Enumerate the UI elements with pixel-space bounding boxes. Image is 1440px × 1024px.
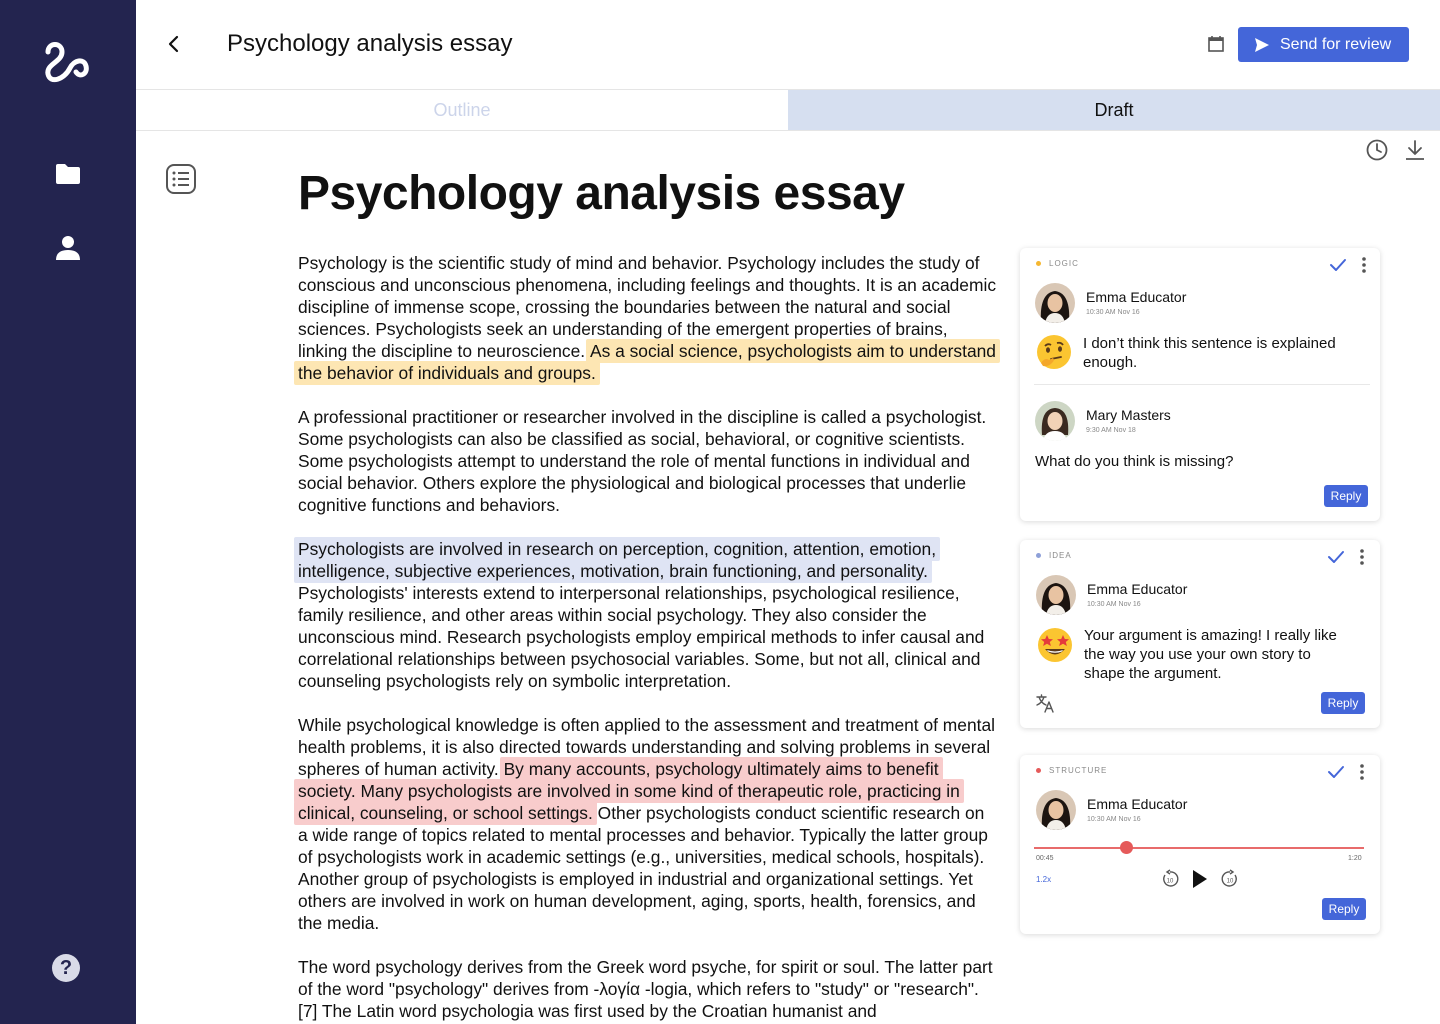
more-options-icon[interactable] bbox=[1359, 762, 1365, 782]
tag-label: LOGIC bbox=[1049, 259, 1079, 268]
audio-progress-track[interactable] bbox=[1034, 847, 1364, 849]
download-icon[interactable] bbox=[1403, 138, 1427, 162]
comment-text: Your argument is amazing! I really like the way you use your own story to shape the argument. bbox=[1084, 627, 1337, 682]
send-icon bbox=[1254, 37, 1270, 53]
forward-10-icon[interactable] bbox=[1220, 869, 1240, 889]
paragraph-1 bbox=[298, 252, 998, 384]
document-title: Psychology analysis essay bbox=[298, 167, 905, 220]
tag-dot bbox=[1036, 261, 1041, 266]
playback-speed[interactable]: 1.2x bbox=[1036, 875, 1052, 884]
resolve-check-icon[interactable] bbox=[1326, 762, 1346, 782]
comment-text: What do you think is missing? bbox=[1035, 453, 1234, 470]
tab-bar bbox=[136, 90, 1440, 131]
avatar bbox=[1035, 401, 1075, 441]
more-options-icon[interactable] bbox=[1361, 255, 1367, 275]
star-struck-icon bbox=[1036, 626, 1074, 664]
paragraph-4 bbox=[298, 714, 998, 934]
tag-label: STRUCTURE bbox=[1049, 766, 1108, 775]
tag-dot bbox=[1036, 768, 1041, 773]
comment-tag bbox=[1036, 259, 1079, 268]
reply-button[interactable]: Reply bbox=[1321, 692, 1365, 714]
idea-highlight[interactable]: Psychologists are involved in research on perception, cognition, attention, emotion, intelligence, subjective experiences, motivation, brain functioning, and personality. bbox=[294, 537, 940, 583]
history-icon[interactable] bbox=[1365, 138, 1389, 162]
comment-text: I don’t think this sentence is explained enough. bbox=[1083, 335, 1336, 371]
calendar-icon[interactable] bbox=[1206, 34, 1226, 54]
comment-time: 10:30 AM Nov 16 bbox=[1086, 309, 1140, 316]
comment-card-idea[interactable] bbox=[1020, 540, 1380, 728]
tag-label: IDEA bbox=[1049, 551, 1072, 560]
comment-tag bbox=[1036, 551, 1072, 560]
rewind-10-icon[interactable] bbox=[1160, 869, 1180, 889]
divider bbox=[1034, 384, 1370, 385]
back-button[interactable] bbox=[162, 32, 186, 56]
chevron-left-icon bbox=[162, 32, 186, 56]
paragraph-text: Psychologists' interests extend to interpersonal relationships, psychological resilience, family resilience, and other areas within social psychology. They also consider the unconscious mind. Research psychologists employ empirical methods to infer causal and correlational relationships between psychosocial variables. Some, but not all, clinical and counseling psychologists rely on symbolic interpretation. bbox=[298, 583, 985, 691]
comment-author: Emma Educator bbox=[1086, 289, 1187, 305]
help-button[interactable] bbox=[52, 954, 80, 982]
play-icon[interactable] bbox=[1190, 868, 1210, 890]
audio-total: 1:20 bbox=[1348, 855, 1362, 862]
reply-button[interactable]: Reply bbox=[1322, 898, 1366, 920]
folder-icon[interactable] bbox=[52, 158, 84, 190]
paragraph-text: Other psychologists conduct scientific research on a wide range of topics related to mental processes and behavior. Typically the latter group of psychologists work in academic settings (e.g., universities, medical schools, hospitals). Another group of psychologists is employed in industrial and organizational settings. Yet others are involved in work on human development, aging, sports, health, forensics, and the media. bbox=[298, 803, 988, 933]
send-for-review-label: Send for review bbox=[1280, 35, 1392, 53]
comment-time: 10:30 AM Nov 16 bbox=[1087, 601, 1141, 608]
comment-time: 9:30 AM Nov 18 bbox=[1086, 427, 1136, 434]
header bbox=[136, 0, 1440, 90]
resolve-check-icon[interactable] bbox=[1326, 547, 1346, 567]
thinking-face-icon bbox=[1035, 333, 1073, 371]
translate-icon[interactable] bbox=[1035, 693, 1055, 713]
logic-highlight[interactable]: As a social science, psychologists aim to understand the behavior of individuals and groups. bbox=[294, 339, 1000, 385]
rewind-seconds: 10 bbox=[1166, 878, 1174, 885]
paragraph-text: Psychology is the scientific study of mind and behavior. Psychology includes the study of conscious and unconscious phenomena, including feelings and thoughts. It is an academic discipline of immense scope, crossing the boundaries between the natural and social sciences. Psychologists seek an understanding of the emergent properties of brains, linking the discipline to neuroscience. bbox=[298, 253, 997, 361]
paragraph-2: A professional practitioner or researcher involved in the discipline is called a psychologist. Some psychologists can also be classified as social, behavioral, or cognitive scientists. Some psychologists attempt to understand the role of mental functions in individual and social behavior. Others explore the physiological and biological processes that underlie cognitive functions and behaviors. bbox=[298, 407, 987, 515]
page-title: Psychology analysis essay bbox=[227, 30, 513, 57]
help-icon: ? bbox=[59, 956, 73, 979]
comment-author: Emma Educator bbox=[1087, 581, 1188, 597]
logo-mark[interactable] bbox=[40, 40, 96, 86]
avatar bbox=[1035, 283, 1075, 323]
tab-draft[interactable]: Draft bbox=[788, 90, 1440, 130]
resolve-check-icon[interactable] bbox=[1328, 255, 1348, 275]
forward-seconds: 10 bbox=[1226, 878, 1234, 885]
avatar bbox=[1036, 575, 1076, 615]
send-for-review-button[interactable] bbox=[1238, 27, 1409, 62]
comment-card-logic[interactable] bbox=[1020, 248, 1380, 521]
comment-author: Emma Educator bbox=[1087, 796, 1188, 812]
more-options-icon[interactable] bbox=[1359, 547, 1365, 567]
paragraph-5: The word psychology derives from the Greek word psyche, for spirit or soul. The latter part of the word "psychology" derives from -λογία -logia, which refers to "study" or "research".[7] The Latin word psychologia was first used by the Croatian humanist and bbox=[298, 957, 993, 1021]
audio-scrubber[interactable] bbox=[1120, 841, 1133, 854]
audio-elapsed: 00:45 bbox=[1036, 855, 1054, 862]
comment-time: 10:30 AM Nov 16 bbox=[1087, 816, 1141, 823]
user-icon[interactable] bbox=[52, 231, 84, 263]
table-of-contents-icon[interactable] bbox=[165, 163, 197, 195]
tab-outline[interactable]: Outline bbox=[136, 90, 788, 130]
structure-highlight[interactable]: By many accounts, psychology ultimately aims to benefit society. Many psychologists are involved in some kind of therapeutic role, practicing in clinical, counseling, or school settings. bbox=[294, 757, 964, 825]
comment-author: Mary Masters bbox=[1086, 407, 1171, 423]
reply-button[interactable]: Reply bbox=[1324, 485, 1368, 507]
document-body[interactable] bbox=[298, 252, 998, 1024]
sidebar bbox=[0, 0, 136, 1024]
paragraph-text: While psychological knowledge is often applied to the assessment and treatment of mental health problems, it is also directed towards understanding and solving problems in several spheres of human activity. bbox=[298, 715, 995, 779]
comment-card-structure[interactable] bbox=[1020, 755, 1380, 934]
tag-dot bbox=[1036, 553, 1041, 558]
comment-tag bbox=[1036, 766, 1107, 775]
paragraph-3 bbox=[298, 538, 998, 692]
avatar bbox=[1036, 790, 1076, 830]
